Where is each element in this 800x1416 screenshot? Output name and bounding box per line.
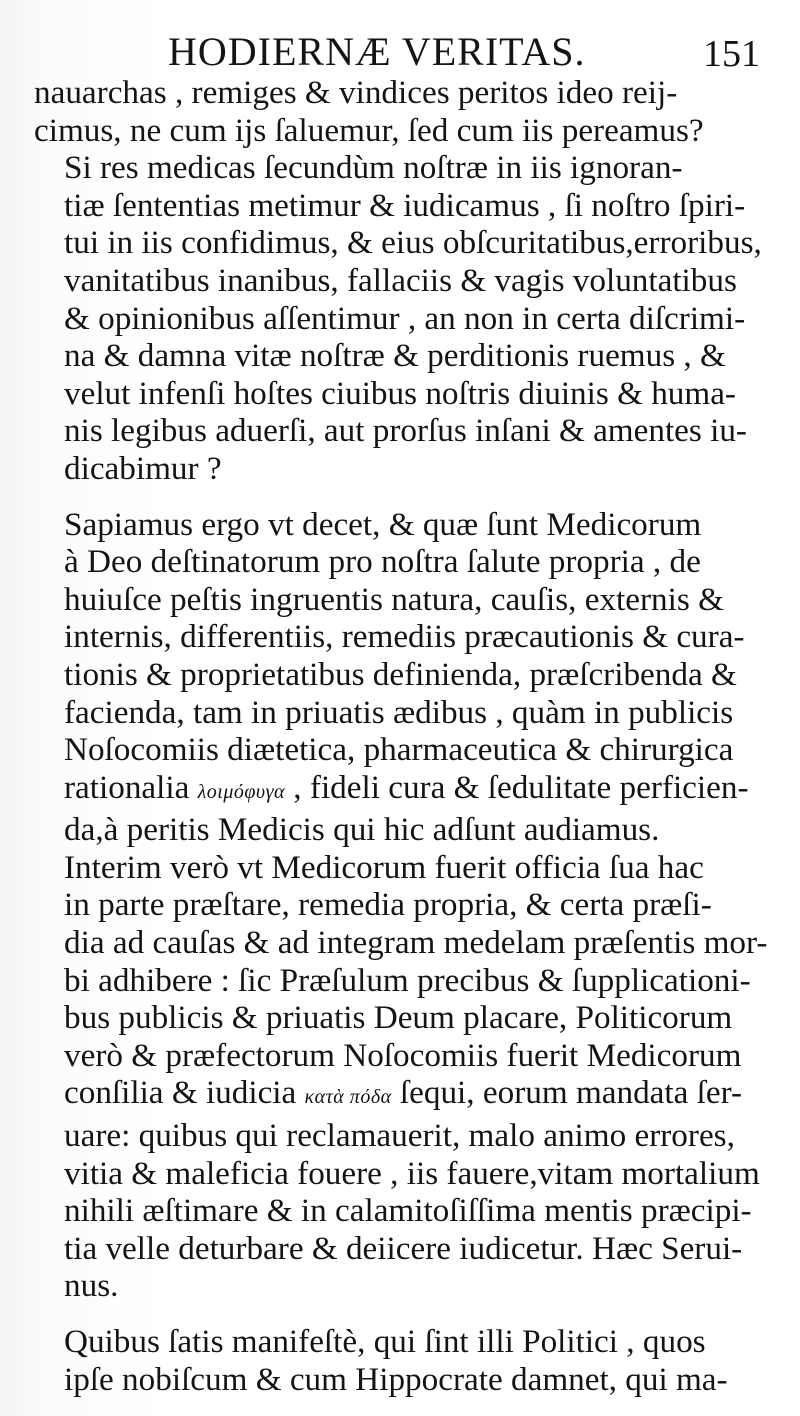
text-line: tui in iis confidimus, & eius obſcuritatibus,erroribus,	[64, 224, 762, 262]
body-text	[34, 74, 774, 1398]
text-line: Si res medicas ſecundùm noſtræ in iis ignoran-	[64, 149, 683, 187]
page-number: 151	[703, 33, 760, 75]
text-line: internis, differentiis, remediis præcautionis & cura-	[64, 618, 745, 656]
text-line: Interim verò vt Medicorum fuerit officia ſua hac	[64, 848, 704, 886]
text-line: uare: quibus qui reclamauerit, malo animo errores,	[64, 1117, 735, 1155]
text-line: Quibus ſatis manifeſtè, qui ſint illi Politici , quos	[64, 1323, 706, 1360]
page-header	[150, 28, 760, 78]
text-line: nus.	[64, 1267, 119, 1305]
text-line: vanitatibus inanibus, fallaciis & vagis voluntatibus	[64, 261, 737, 299]
paragraph-2	[34, 149, 774, 487]
text-line: nauarchas , remiges & vindices peritos ideo reij-	[34, 74, 678, 111]
paragraph-3	[34, 506, 774, 849]
text-line: da,à peritis Medicis qui hic adſunt audiamus.	[64, 811, 660, 849]
text-line: dicabimur ?	[64, 449, 222, 487]
paragraph-1	[34, 74, 774, 149]
text-line: tia velle deturbare & deiicere iudicetur. Hæc Serui-	[64, 1229, 743, 1267]
text-line: & opinionibus aſſentimur , an non in certa diſcrimi-	[64, 299, 746, 337]
text-line: huiuſce peſtis ingruentis natura, cauſis, externis &	[64, 580, 724, 618]
text-line: Sapiamus ergo vt decet, & quæ ſunt Medicorum	[64, 505, 702, 543]
greek-word: λοιμόφυγα	[197, 780, 285, 803]
paragraph-4	[34, 849, 774, 1305]
text-line: tiæ ſententias metimur & iudicamus , ſi noſtro ſpiri-	[64, 186, 746, 224]
text-fragment: , fideli cura & ſedulitate perficien-	[285, 768, 749, 806]
text-line-with-greek	[34, 769, 774, 812]
text-fragment: ſequi, eorum mandata ſer-	[391, 1074, 743, 1112]
text-line: facienda, tam in priuatis ædibus , quàm in publicis	[64, 693, 734, 731]
text-line: verò & præfectorum Noſocomiis fuerit Medicorum	[64, 1036, 742, 1074]
text-fragment: conſilia & iudicia	[64, 1074, 305, 1112]
running-title: HODIERNÆ VERITAS.	[168, 29, 586, 74]
text-line-with-greek	[34, 1074, 774, 1117]
text-line: in parte præſtare, remedia propria, & certa præſi-	[64, 886, 712, 924]
text-line: nihili æſtimare & in calamitoſiſſima mentis præcipi-	[64, 1192, 752, 1230]
paragraph-5	[34, 1323, 774, 1398]
text-line: Noſocomiis diætetica, pharmaceutica & chirurgica	[64, 731, 734, 769]
text-line: bus publicis & priuatis Deum placare, Politicorum	[64, 999, 733, 1037]
text-line: bi adhibere : ſic Præſulum precibus & ſupplicationi-	[64, 961, 751, 999]
text-fragment: rationalia	[64, 768, 198, 806]
text-line: tionis & proprietatibus definienda, præſcribenda &	[64, 655, 737, 693]
text-line: cimus, ne cum ijs ſaluemur, ſed cum iis pereamus?	[34, 111, 704, 149]
text-line: ipſe nobiſcum & cum Hippocrate damnet, qui ma-	[64, 1360, 728, 1398]
text-line: à Deo deſtinatorum pro noſtra ſalute propria , de	[64, 543, 701, 581]
text-line: vitia & maleficia fouere , iis fauere,vitam mortalium	[64, 1154, 760, 1192]
text-line: nis legibus aduerſi, aut prorſus inſani & amentes iu-	[64, 412, 747, 450]
text-line: dia ad cauſas & ad integram medelam præſentis mor-	[64, 924, 768, 962]
greek-phrase: κατὰ πόδα	[304, 1086, 392, 1109]
text-line: velut infenſi hoſtes ciuibus noſtris diuinis & huma-	[64, 374, 736, 412]
text-line: na & damna vitæ noſtræ & perditionis ruemus , &	[64, 337, 726, 375]
